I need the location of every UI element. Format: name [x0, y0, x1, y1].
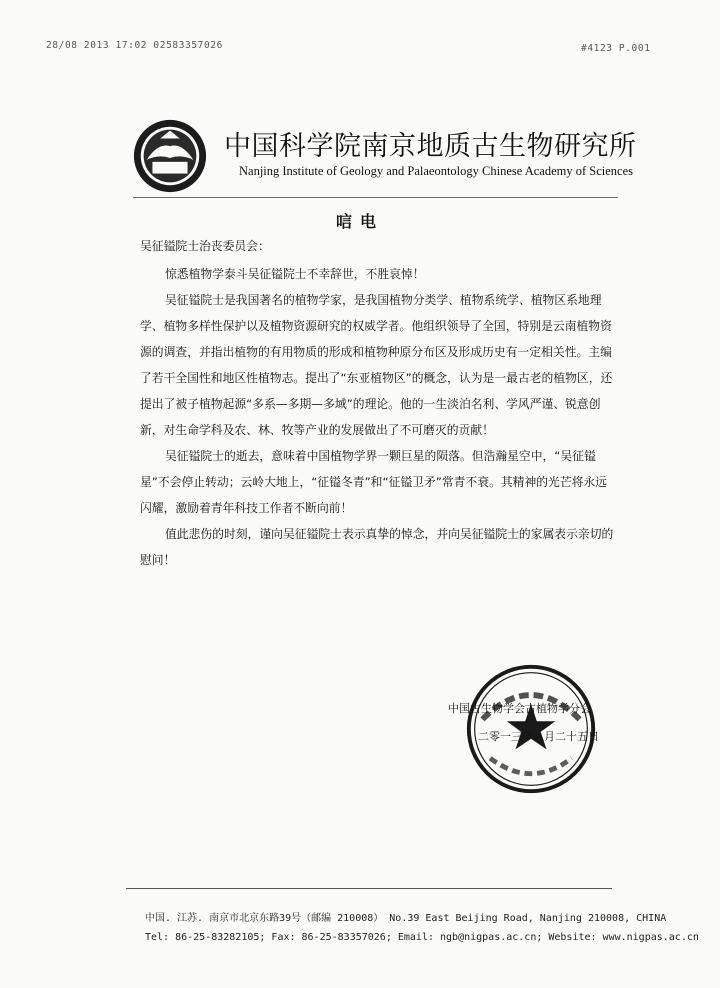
footer-address: 中国. 江苏. 南京市北京东路39号（邮编 210008） No.39 East Beijing Road, Nanjing 210008, CHINA — [145, 913, 667, 924]
institute-emblem-icon — [131, 117, 209, 195]
paragraph: 值此悲伤的时刻，谨向吴征镒院士表示真挚的悼念，并向吴征镒院士的家属表示亲切的慰问！ — [140, 527, 614, 567]
fax-page-number: #4123 P.001 — [581, 43, 651, 54]
footer-divider — [126, 888, 612, 889]
letterhead-divider — [133, 197, 618, 198]
fax-transmission-header: 28/08 2013 17:02 02583357026 — [46, 40, 223, 51]
salutation: 吴征镒院士治丧委员会： — [140, 239, 270, 253]
institute-name-english: Nanjing Institute of Geology and Palaeontology Chinese Academy of Sciences — [239, 164, 634, 178]
paragraph: 吴征镒院士的逝去，意味着中国植物学界一颗巨星的陨落。但浩瀚星空中，“吴征镒星”不会停止转动；云岭大地上，“征镒冬青”和“征镒卫矛”常青不衰。其精神的光芒将永远闪耀，激励着青年科技工作者不断向前！ — [140, 449, 608, 515]
document-title: 唁电 — [336, 212, 385, 231]
signature-date: 二零一三年八月二十五日 — [478, 730, 599, 743]
footer-contact: Tel: 86-25-83282105; Fax: 86-25-83357026; Email: ngb@nigpas.ac.cn; Website: www.nigpas.ac.cn — [145, 932, 699, 943]
institute-name-chinese: 中国科学院南京地质古生物研究所 — [224, 131, 637, 162]
letter-body — [140, 233, 616, 573]
paragraph: 惊悉植物学泰斗吴征镒院士不幸辞世，不胜哀悼！ — [165, 267, 425, 281]
paragraph: 吴征镒院士是我国著名的植物学家，是我国植物分类学、植物系统学、植物区系地理学、植物多样性保护以及植物资源研究的权威学者。他组织领导了全国，特别是云南植物资源的调查，并指出植物的有用物质的形成和植物种原分布区及形成历史有一定相关性。主编了若干全国性和地区性植物志。提出了“东亚植物区”的概念，认为是一最古老的植物区，还提出了被子植物起源“多系—多期—多域”的理论。他的一生淡泊名利、学风严谨、锐意创新，对生命学科及农、林、牧等产业的发展做出了不可磨灭的贡献！ — [140, 293, 613, 437]
signature-organization: 中国古生物学会古植物学分会 — [448, 702, 591, 715]
